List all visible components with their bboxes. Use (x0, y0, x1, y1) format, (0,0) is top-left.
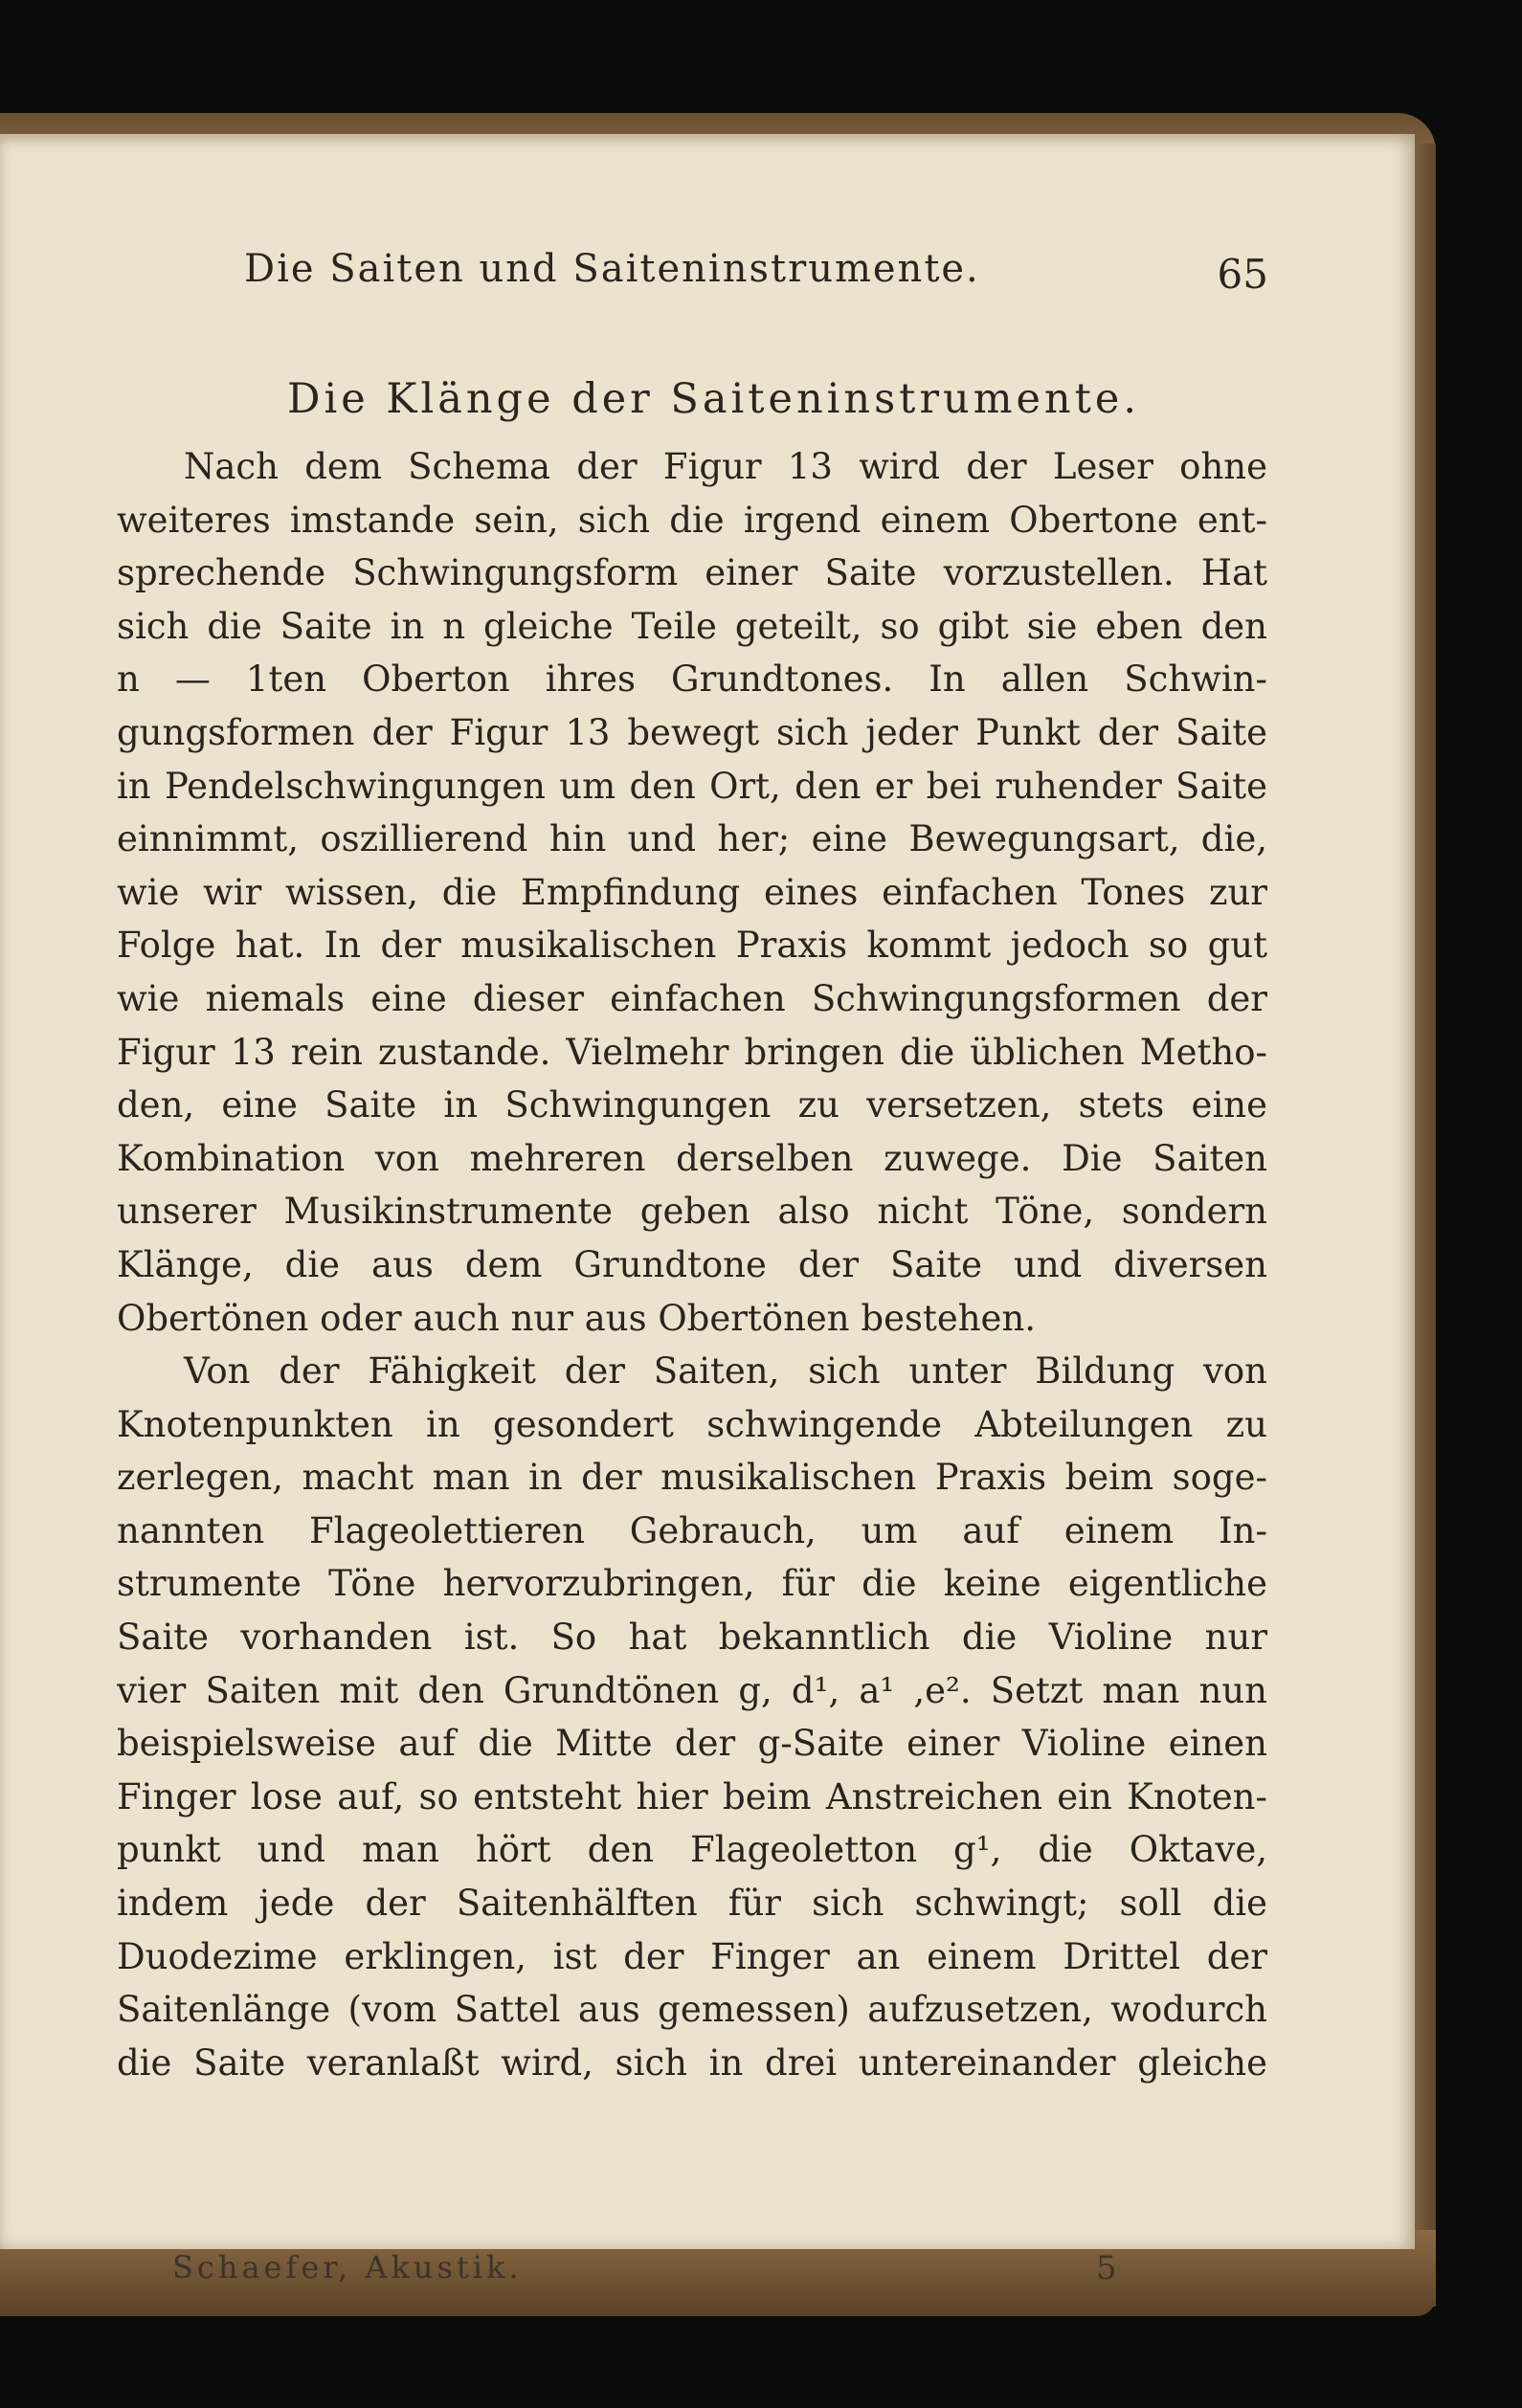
section-heading: Die Klänge der Saiteninstrumente. (287, 375, 1141, 423)
text-line: weiteres imstande sein, sich die irgend einem Obertone ent- (117, 499, 1267, 541)
text-line: Obertönen oder auch nur aus Obertönen bestehen. (117, 1297, 1037, 1339)
body-text (117, 440, 1267, 2089)
text-line: beispielsweise auf die Mitte der g-Saite einer Violine einen (117, 1723, 1267, 1765)
text-line: sich die Saite in n gleiche Teile geteilt, so gibt sie eben den (117, 605, 1267, 647)
text-line: Knotenpunkten in gesondert schwingende Abteilungen zu (117, 1403, 1267, 1445)
text-line: n — 1ten Oberton ihres Grundtones. In allen Schwin- (117, 658, 1267, 701)
text-line: wie wir wissen, die Empfindung eines einfachen Tones zur (117, 871, 1267, 913)
page-footer (172, 2249, 1130, 2297)
signature-mark: Schaefer, Akustik. (172, 2249, 523, 2285)
text-line: gungsformen der Figur 13 bewegt sich jeder Punkt der Saite (117, 711, 1267, 753)
text-line: sprechende Schwingungsform einer Saite vorzustellen. Hat (117, 552, 1267, 594)
text-line: die Saite veranlaßt wird, sich in drei untereinander gleiche (117, 2041, 1267, 2084)
page-number: 65 (1217, 251, 1268, 298)
text-line: Von der Fähigkeit der Saiten, sich unter Bildung von (184, 1350, 1267, 1393)
text-line: nannten Flageolettieren Gebrauch, um auf einem In- (117, 1509, 1267, 1551)
text-line: Duodezime erklingen, ist der Finger an einem Drittel der (117, 1935, 1267, 1977)
text-line: Finger lose auf, so entsteht hier beim Anstreichen ein Knoten- (117, 1775, 1267, 1817)
text-line: punkt und man hört den Flageoletton g¹, die Oktave, (117, 1829, 1267, 1871)
text-line: Saitenlänge (vom Sattel aus gemessen) aufzusetzen, wodurch (117, 1989, 1267, 2031)
text-line: Folge hat. In der musikalischen Praxis kommt jedoch so gut (117, 925, 1267, 967)
text-line: zerlegen, macht man in der musikalischen Praxis beim soge- (117, 1457, 1267, 1499)
text-line: Saite vorhanden ist. So hat bekanntlich die Violine nur (117, 1616, 1267, 1659)
running-title: Die Saiten und Saiteninstrumente. (244, 247, 980, 291)
text-line: Kombination von mehreren derselben zuwege. Die Saiten (117, 1137, 1267, 1179)
text-line: den, eine Saite in Schwingungen zu versetzen, stets eine (117, 1084, 1267, 1126)
text-line: einnimmt, oszillierend hin und her; eine Bewegungsart, die, (117, 818, 1267, 860)
text-line: indem jede der Saitenhälften für sich schwingt; soll die (117, 1883, 1267, 1925)
text-line: wie niemals eine dieser einfachen Schwingungsformen der (117, 977, 1267, 1019)
text-line: in Pendelschwingungen um den Ort, den er bei ruhender Saite (117, 765, 1267, 807)
text-line: Klänge, die aus dem Grundtone der Saite und diversen (117, 1243, 1267, 1285)
text-line: Figur 13 rein zustande. Vielmehr bringen die üblichen Metho- (117, 1031, 1267, 1073)
text-line: Nach dem Schema der Figur 13 wird der Leser ohne (184, 446, 1267, 487)
text-line: vier Saiten mit den Grundtönen g, d¹, a¹ ,e². Setzt man nun (117, 1669, 1267, 1711)
sheet-number: 5 (1096, 2249, 1117, 2287)
book-page (0, 134, 1415, 2287)
text-line: unserer Musikinstrumente geben also nicht Töne, sondern (117, 1191, 1267, 1233)
page-header (244, 247, 1268, 304)
text-line: strumente Töne hervorzubringen, für die keine eigentliche (117, 1563, 1267, 1605)
